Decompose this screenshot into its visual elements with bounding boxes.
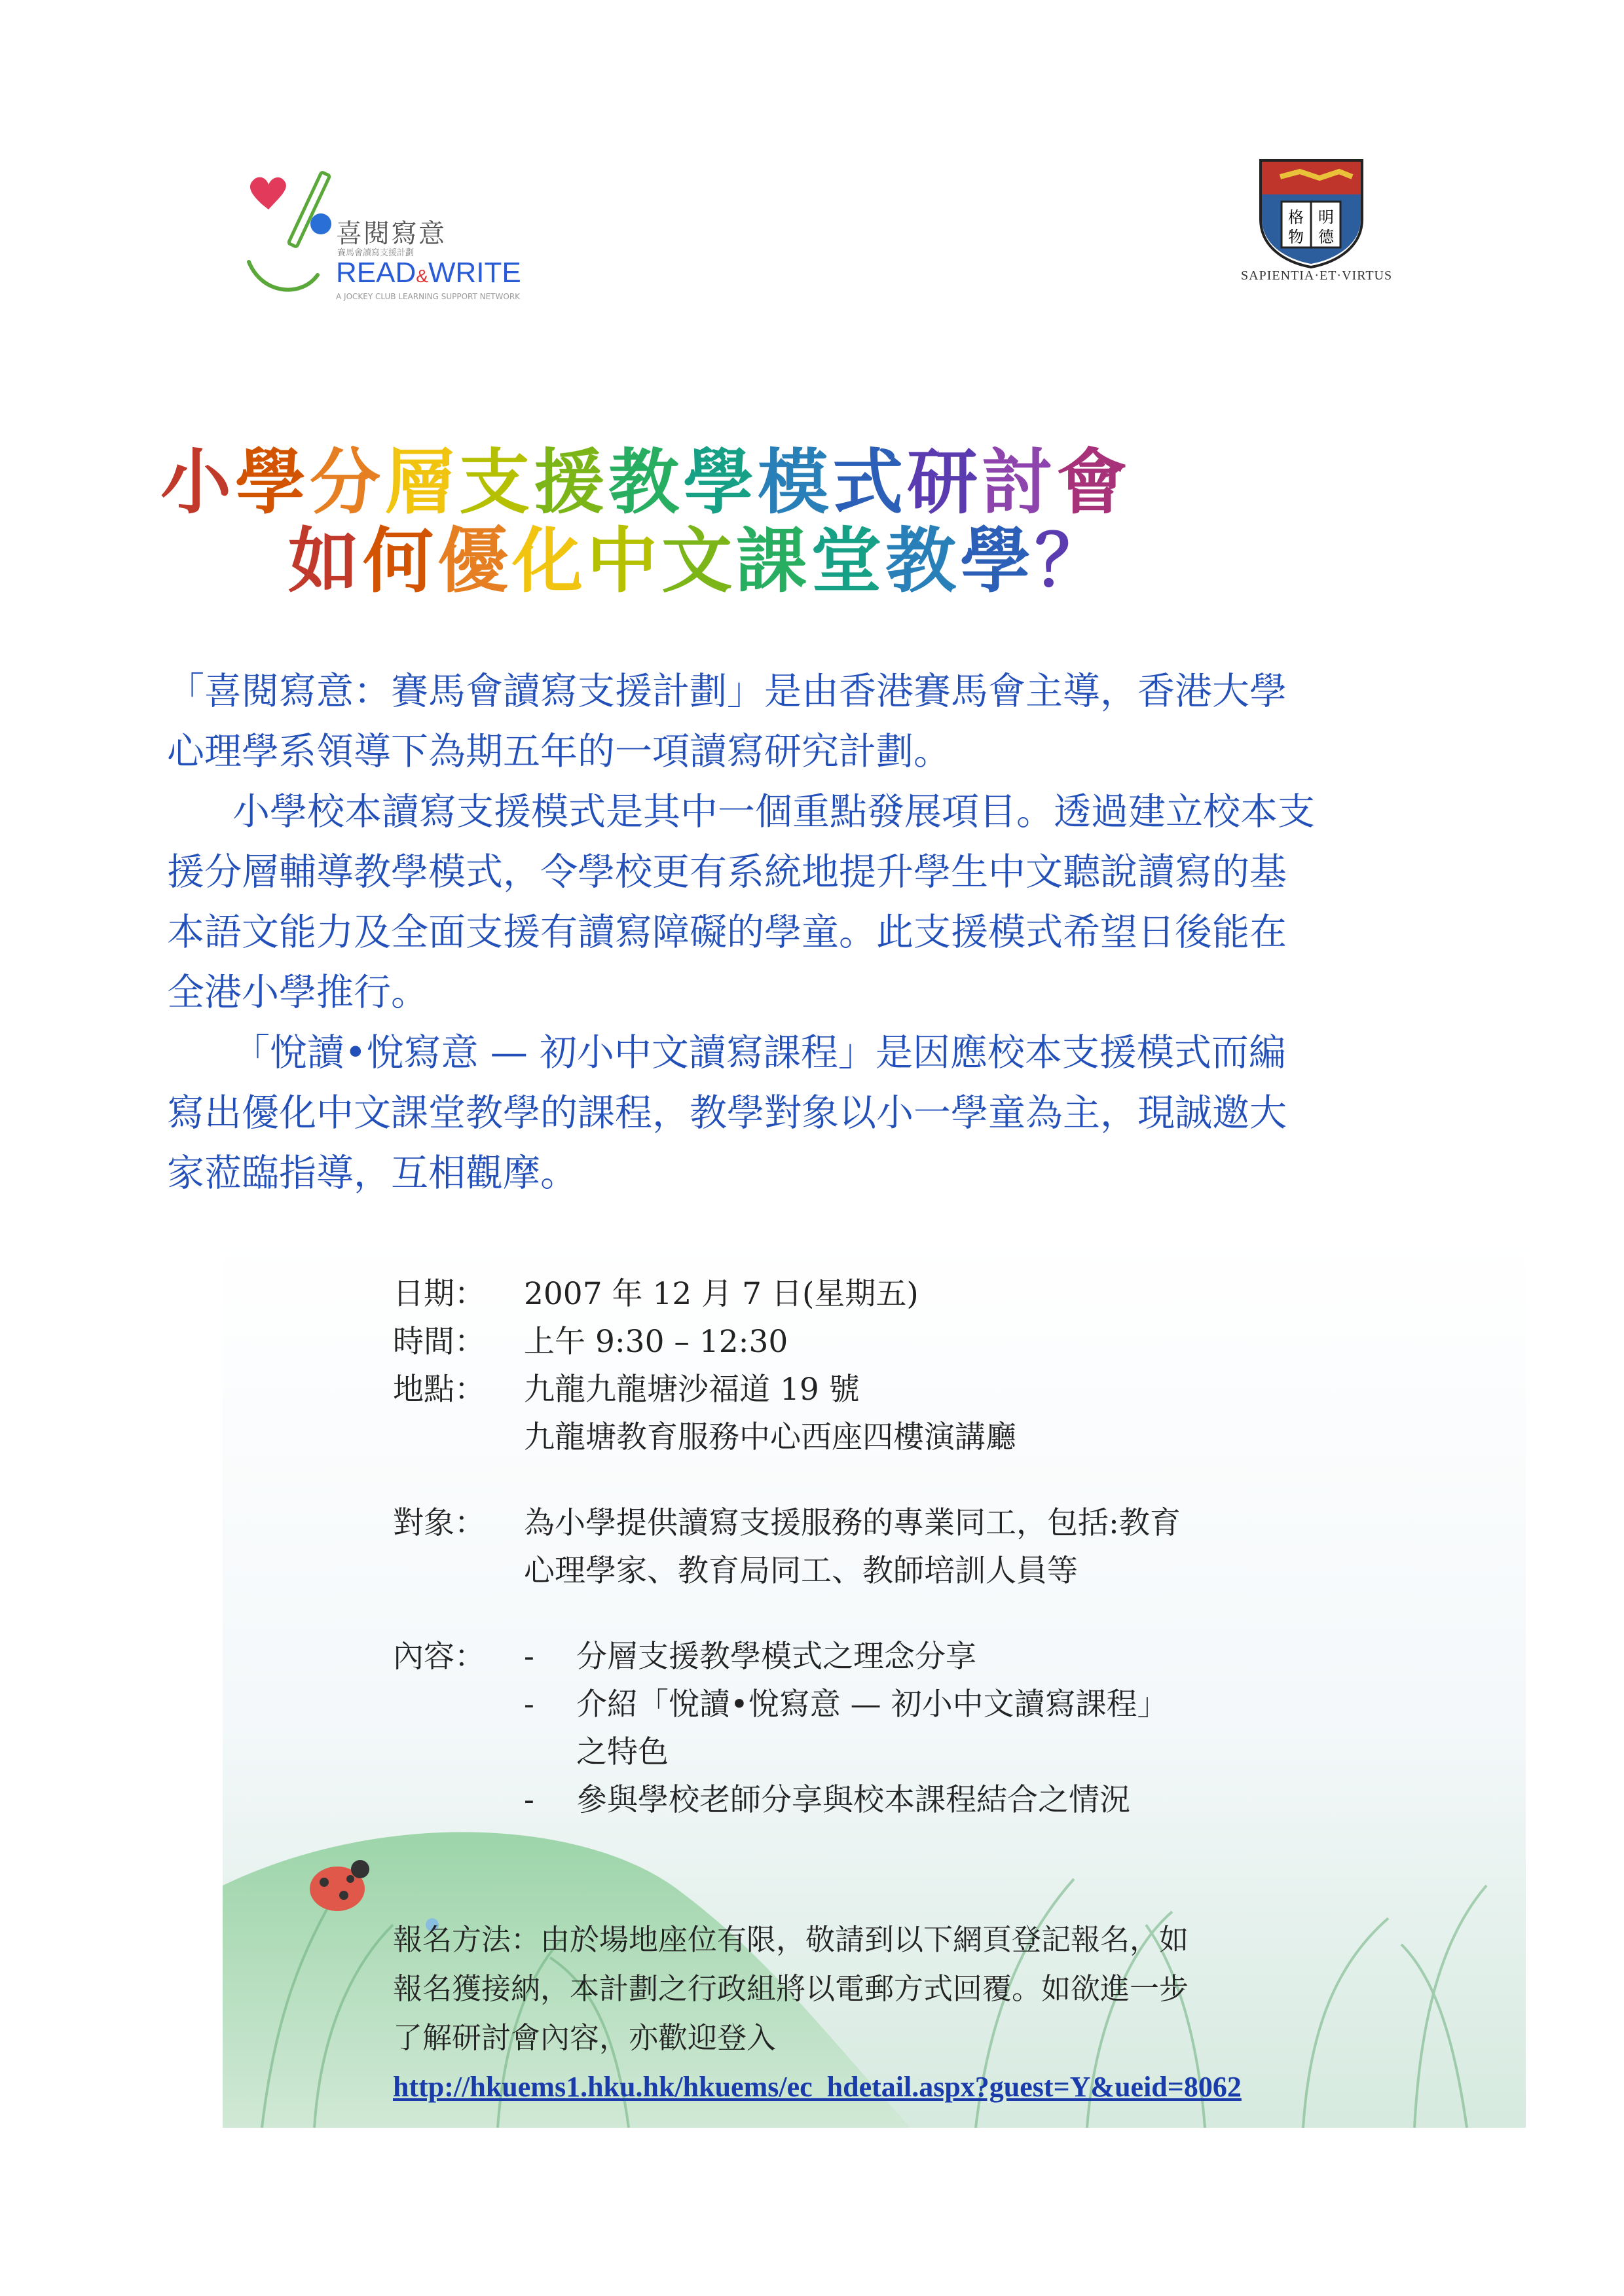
intro-para2-line2: 援分層輔導教學模式，令學校更有系統地提升學生中文聽說讀寫的基 xyxy=(167,850,1287,894)
title-char: 如 xyxy=(288,520,363,602)
bullet-1-text: 分層支援教學模式之理念分享 xyxy=(576,1639,976,1675)
registration-info xyxy=(393,1915,1323,2111)
title-char: 層 xyxy=(384,441,460,524)
intro-para2-line4: 全港小學推行。 xyxy=(167,971,428,1014)
content-row xyxy=(393,1633,1375,1681)
title-char: 何 xyxy=(363,520,438,602)
content-bullet-3 xyxy=(524,1776,1375,1824)
intro-para1-line2: 心理學系領導下為期五年的一項讀寫研究計劃。 xyxy=(167,730,951,773)
registration-line-2: 報名獲接納，本計劃之行政組將以電郵方式回覆。如欲進一步 xyxy=(393,1971,1189,2006)
date-label: 日期： xyxy=(393,1276,485,1312)
read-write-chinese-name: 喜閱寫意 xyxy=(336,219,446,249)
read-write-tagline: A JOCKEY CLUB LEARNING SUPPORT NETWORK xyxy=(336,292,521,301)
audience-label: 對象： xyxy=(393,1505,485,1541)
title-char: 援 xyxy=(534,441,609,524)
intro-para2-line3: 本語文能力及全面支援有讀寫障礙的學童。此支援模式希望日後能在 xyxy=(167,911,1287,954)
audience-line-1: 為小學提供讀寫支援服務的專業同工，包括:教育 xyxy=(524,1505,1181,1541)
venue-line-2: 九龍塘教育服務中心西座四樓演講廳 xyxy=(524,1419,1016,1455)
time-row xyxy=(393,1318,1375,1366)
title-char: 文 xyxy=(661,520,737,602)
title-char: 教 xyxy=(885,520,961,602)
time-value: 上午 9:30 – 12:30 xyxy=(524,1324,788,1360)
title-char: 課 xyxy=(736,520,811,602)
bullet-dash: - xyxy=(524,1639,534,1675)
content-label: 內容： xyxy=(393,1639,485,1675)
seal-char-3: 物 xyxy=(1288,228,1304,246)
write-word: WRITE xyxy=(428,257,521,289)
time-label: 時間： xyxy=(393,1324,485,1360)
title-char: 學 xyxy=(683,441,758,524)
registration-link[interactable]: http://hkuems1.hku.hk/hkuems/ec_hdetail.aspx?guest=Y&ueid=8062 xyxy=(393,2071,1242,2103)
title-char: 支 xyxy=(459,441,534,524)
intro-paragraphs xyxy=(167,661,1477,1203)
blue-dot-icon xyxy=(308,211,334,237)
content-row-3 xyxy=(393,1728,1375,1776)
venue-line-1: 九龍九龍塘沙福道 19 號 xyxy=(524,1372,860,1408)
audience-row-2 xyxy=(393,1547,1375,1595)
bullet-dash: - xyxy=(524,1782,534,1818)
read-write-english-name xyxy=(336,257,521,289)
bullet-2-text-cont: 之特色 xyxy=(576,1734,669,1770)
title-char: 小 xyxy=(160,441,236,524)
audience-row xyxy=(393,1499,1375,1547)
seal-char-2: 明 xyxy=(1318,208,1334,227)
intro-para1-line1: 「喜閱寫意：賽馬會讀寫支援計劃」是由香港賽馬會主導，香港大學 xyxy=(167,670,1287,713)
venue-row-2 xyxy=(393,1413,1375,1461)
title-char: ？ xyxy=(1035,520,1110,602)
venue-row xyxy=(393,1366,1375,1413)
intro-para3-line2: 寫出優化中文課堂教學的課程，教學對象以小一學童為主，現誠邀大 xyxy=(167,1091,1287,1135)
registration-line-3: 了解研討會內容，亦歡迎登入 xyxy=(393,2020,777,2055)
title-char: 化 xyxy=(512,520,587,602)
read-write-subtitle: 賽馬會讀寫支援計劃 xyxy=(337,248,415,258)
title-char: 教 xyxy=(608,441,684,524)
title-char: 中 xyxy=(587,520,662,602)
read-and-write-logo xyxy=(242,164,557,314)
seal-char-4: 德 xyxy=(1318,228,1334,246)
hku-crest-logo xyxy=(1241,157,1393,291)
title-char: 堂 xyxy=(811,520,886,602)
ampersand: & xyxy=(416,266,428,286)
title-char: 會 xyxy=(1056,441,1132,524)
content-row-4 xyxy=(393,1776,1375,1824)
title-line-2 xyxy=(288,504,1109,606)
title-char: 學 xyxy=(235,441,310,524)
bullet-dash: - xyxy=(524,1686,534,1722)
read-word: READ xyxy=(336,257,416,289)
venue-label: 地點： xyxy=(393,1372,485,1408)
date-value: 2007 年 12 月 7 日(星期五) xyxy=(524,1276,919,1312)
registration-line-1: 報名方法：由於場地座位有限，敬請到以下網頁登記報名，如 xyxy=(393,1922,1189,1957)
content-bullet-2-cont xyxy=(524,1728,1375,1776)
date-row xyxy=(393,1270,1375,1318)
intro-para3-line1: 「悅讀•悅寫意 — 初小中文讀寫課程」是因應校本支援模式而編 xyxy=(232,1031,1286,1074)
title-char: 式 xyxy=(832,441,908,524)
title-char: 討 xyxy=(982,441,1057,524)
title-char: 模 xyxy=(758,441,833,524)
bullet-2-text: 介紹「悅讀•悅寫意 — 初小中文讀寫課程」 xyxy=(576,1686,1168,1722)
hku-motto: SAPIENTIA·ET·VIRTUS xyxy=(1241,268,1393,283)
title-char: 學 xyxy=(960,520,1035,602)
title-char: 分 xyxy=(310,441,385,524)
heart-pencil-icon xyxy=(242,164,334,314)
title-char: 優 xyxy=(437,520,513,602)
content-row-2 xyxy=(393,1681,1375,1728)
content-bullet-2 xyxy=(524,1681,1375,1728)
seal-char-1: 格 xyxy=(1288,208,1304,227)
title-char: 研 xyxy=(907,441,982,524)
audience-line-2: 心理學家、教育局同工、教師培訓人員等 xyxy=(524,1553,1078,1589)
intro-para2-line1: 小學校本讀寫支援模式是其中一個重點發展項目。透過建立校本支 xyxy=(232,790,1315,833)
hku-shield-icon xyxy=(1241,157,1382,268)
event-details xyxy=(393,1270,1375,1824)
intro-para3-line3: 家蒞臨指導，互相觀摩。 xyxy=(167,1152,578,1195)
bullet-3-text: 參與學校老師分享與校本課程結合之情況 xyxy=(576,1782,1130,1818)
content-bullet-1 xyxy=(524,1633,1375,1681)
